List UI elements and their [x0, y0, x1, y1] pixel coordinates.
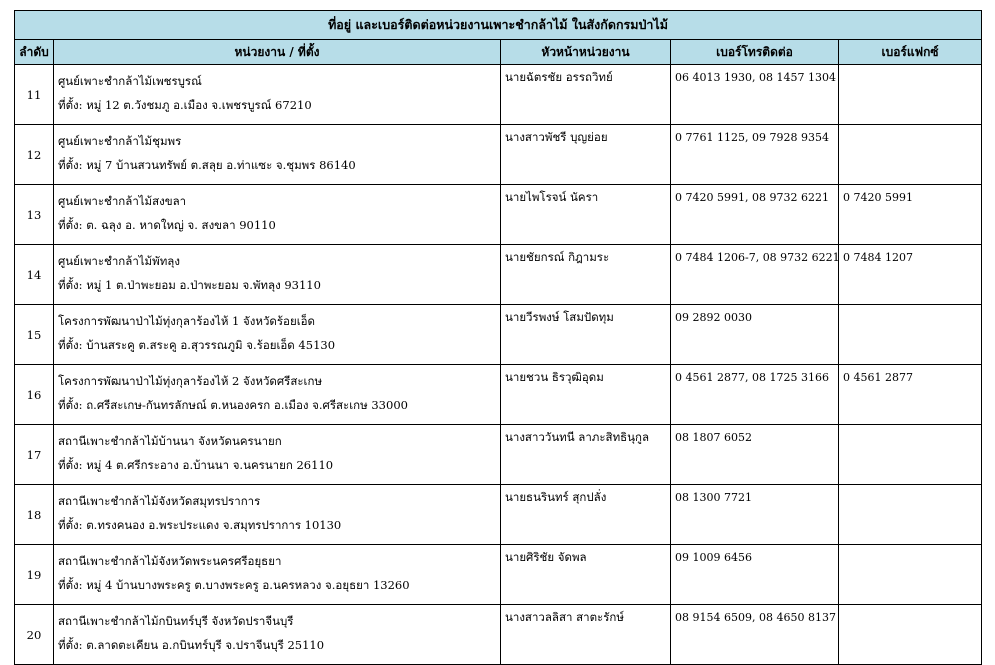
row-number: 17: [15, 425, 54, 485]
unit-cell: [54, 485, 501, 545]
phone-number: 09 2892 0030: [671, 305, 839, 365]
unit-address: ที่ตั้ง: หมู่ 1 ต.ป่าพะยอม อ.ป่าพะยอม จ.พัทลุง 93110: [58, 278, 321, 292]
table-body: [15, 65, 982, 665]
head-name: นายศิริชัย จัดพล: [501, 545, 671, 605]
head-name: นางสาวพัชรี บุญย่อย: [501, 125, 671, 185]
head-name: นายไพโรจน์ นัครา: [501, 185, 671, 245]
unit-address: ที่ตั้ง: ถ.ศรีสะเกษ-กันทรลักษณ์ ต.หนองครก อ.เมือง จ.ศรีสะเกษ 33000: [58, 398, 408, 412]
table-row: [15, 605, 982, 665]
unit-cell: [54, 245, 501, 305]
column-header-tel: เบอร์โทรติดต่อ: [671, 40, 839, 65]
fax-number: [839, 65, 982, 125]
unit-cell: [54, 425, 501, 485]
phone-number: 0 4561 2877, 08 1725 3166: [671, 365, 839, 425]
unit-cell: [54, 125, 501, 185]
head-name: นางสาววันทนี ลาภะสิทธินุกูล: [501, 425, 671, 485]
contact-table: [14, 10, 982, 665]
fax-number: [839, 305, 982, 365]
phone-number: 08 1300 7721: [671, 485, 839, 545]
head-name: นายฉัตรชัย อรรถวิทย์: [501, 65, 671, 125]
unit-address: ที่ตั้ง: หมู่ 12 ต.วังชมภู อ.เมือง จ.เพชรบูรณ์ 67210: [58, 98, 312, 112]
phone-number: 0 7420 5991, 08 9732 6221: [671, 185, 839, 245]
phone-number: 0 7761 1125, 09 7928 9354: [671, 125, 839, 185]
table-row: [15, 185, 982, 245]
fax-number: 0 7484 1207: [839, 245, 982, 305]
table-row: [15, 545, 982, 605]
head-name: นายชัยกรณ์ กิฎามระ: [501, 245, 671, 305]
phone-number: 06 4013 1930, 08 1457 1304: [671, 65, 839, 125]
row-number: 16: [15, 365, 54, 425]
row-number: 11: [15, 65, 54, 125]
table-row: [15, 125, 982, 185]
unit-cell: [54, 65, 501, 125]
head-name: นางสาวลลิสา สาตะรักษ์: [501, 605, 671, 665]
unit-name: ศูนย์เพาะชำกล้าไม้เพชรบูรณ์: [58, 74, 202, 88]
head-name: นายชวน ธิรวุฒิอุดม: [501, 365, 671, 425]
column-header-head: หัวหน้าหน่วยงาน: [501, 40, 671, 65]
table-row: [15, 365, 982, 425]
unit-cell: [54, 545, 501, 605]
fax-number: 0 4561 2877: [839, 365, 982, 425]
head-name: นายวีรพงษ์ โสมปัดทุม: [501, 305, 671, 365]
column-header-unit: หน่วยงาน / ที่ตั้ง: [54, 40, 501, 65]
fax-number: [839, 485, 982, 545]
unit-cell: [54, 605, 501, 665]
phone-number: 08 9154 6509, 08 4650 8137: [671, 605, 839, 665]
unit-address: ที่ตั้ง: หมู่ 4 ต.ศรีกระอาง อ.บ้านนา จ.นครนายก 26110: [58, 458, 334, 472]
table-row: [15, 245, 982, 305]
head-name: นายธนรินทร์ สุกปลั่ง: [501, 485, 671, 545]
phone-number: 08 1807 6052: [671, 425, 839, 485]
row-number: 20: [15, 605, 54, 665]
unit-name: ศูนย์เพาะชำกล้าไม้ชุมพร: [58, 134, 182, 148]
row-number: 12: [15, 125, 54, 185]
fax-number: [839, 545, 982, 605]
row-number: 18: [15, 485, 54, 545]
table-row: [15, 485, 982, 545]
unit-address: ที่ตั้ง: หมู่ 7 บ้านสวนทรัพย์ ต.สลุย อ.ท่าแซะ จ.ชุมพร 86140: [58, 158, 356, 172]
row-number: 19: [15, 545, 54, 605]
unit-address: ที่ตั้ง: ต. ฉลุง อ. หาดใหญ่ จ. สงขลา 90110: [58, 218, 276, 232]
column-header-no: ลำดับ: [15, 40, 54, 65]
unit-name: โครงการพัฒนาป่าไม้ทุ่งกุลาร้องไห้ 2 จังหวัดศรีสะเกษ: [58, 374, 323, 388]
unit-name: ศูนย์เพาะชำกล้าไม้พัทลุง: [58, 254, 180, 268]
unit-name: โครงการพัฒนาป่าไม้ทุ่งกุลาร้องไห้ 1 จังหวัดร้อยเอ็ด: [58, 314, 316, 328]
row-number: 14: [15, 245, 54, 305]
unit-name: สถานีเพาะชำกล้าไม้กบินทร์บุรี จังหวัดปราจีนบุรี: [58, 614, 294, 628]
table-title: ที่อยู่ และเบอร์ติดต่อหน่วยงานเพาะชำกล้าไม้ ในสังกัดกรมป่าไม้: [15, 11, 982, 40]
unit-address: ที่ตั้ง: ต.ลาดตะเคียน อ.กบินทร์บุรี จ.ปราจีนบุรี 25110: [58, 638, 325, 652]
unit-address: ที่ตั้ง: หมู่ 4 บ้านบางพระครู ต.บางพระครู อ.นครหลวง จ.อยุธยา 13260: [58, 578, 410, 592]
document-page: [14, 10, 981, 665]
unit-name: สถานีเพาะชำกล้าไม้จังหวัดพระนครศรีอยุธยา: [58, 554, 282, 568]
unit-cell: [54, 365, 501, 425]
column-header-fax: เบอร์แฟกซ์: [839, 40, 982, 65]
unit-address: ที่ตั้ง: ต.ทรงคนอง อ.พระประแดง จ.สมุทรปราการ 10130: [58, 518, 342, 532]
table-row: [15, 305, 982, 365]
unit-cell: [54, 185, 501, 245]
unit-name: สถานีเพาะชำกล้าไม้บ้านนา จังหวัดนครนายก: [58, 434, 282, 448]
unit-address: ที่ตั้ง: บ้านสระคู ต.สระคู อ.สุวรรณภูมิ จ.ร้อยเอ็ด 45130: [58, 338, 336, 352]
phone-number: 0 7484 1206-7, 08 9732 6221: [671, 245, 839, 305]
fax-number: 0 7420 5991: [839, 185, 982, 245]
fax-number: [839, 425, 982, 485]
fax-number: [839, 605, 982, 665]
phone-number: 09 1009 6456: [671, 545, 839, 605]
fax-number: [839, 125, 982, 185]
row-number: 13: [15, 185, 54, 245]
table-row: [15, 425, 982, 485]
table-row: [15, 65, 982, 125]
unit-name: ศูนย์เพาะชำกล้าไม้สงขลา: [58, 194, 187, 208]
unit-cell: [54, 305, 501, 365]
row-number: 15: [15, 305, 54, 365]
unit-name: สถานีเพาะชำกล้าไม้จังหวัดสมุทรปราการ: [58, 494, 261, 508]
